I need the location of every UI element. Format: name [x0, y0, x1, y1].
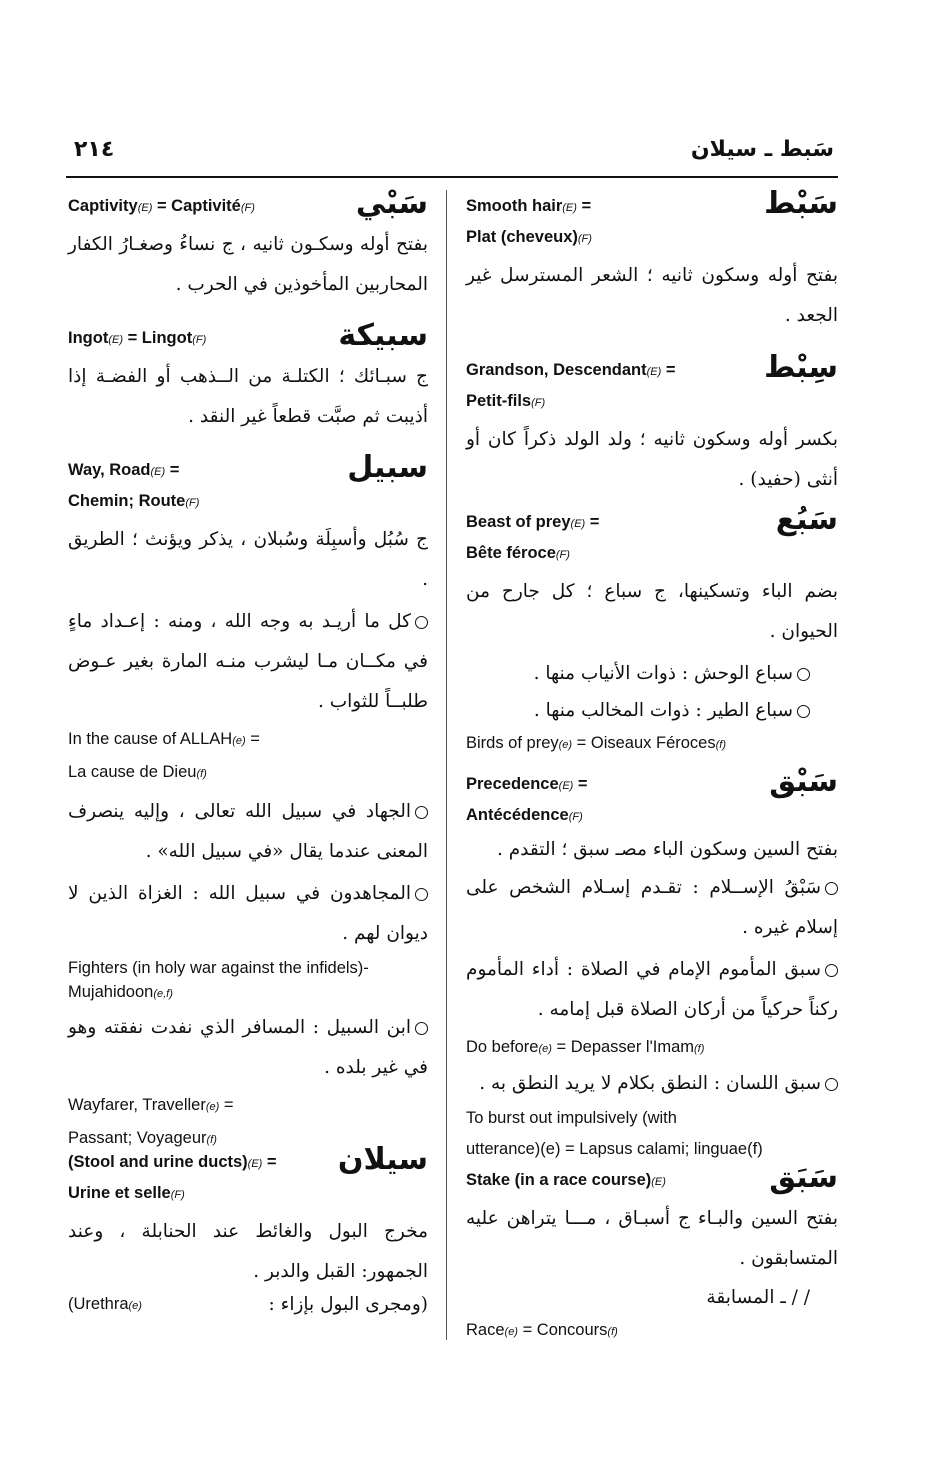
headword: سبيل [347, 450, 428, 485]
entry-sabi [68, 186, 428, 320]
arabic-note: (ومجرى البول بإزاء : [268, 1294, 428, 1315]
translation-line: utterance)(e) = Lapsus calami; linguae(f) [466, 1140, 763, 1158]
header-rule [66, 176, 838, 178]
definition: بضم الباء وتسكينها، ج سباع ؛ كل جارح من الحيوان . [466, 581, 838, 642]
headword: سبيكة [338, 318, 428, 353]
definition: بفتح السين وسكون الباء مصـ سبق ؛ التقدم . [496, 839, 838, 860]
bullet-icon [415, 616, 428, 629]
entry-sabaq [466, 1160, 838, 1348]
bullet-item: سبق اللسان : النطق بكلام لا يريد النطق به . [466, 1067, 838, 1101]
definition: بفتح السين والبـاء ج أسبـاق ، مـــا يتراهن عليه المتسابقون . [466, 1208, 838, 1269]
gloss: (Stool and urine ducts)(E) = Urine et selle(F) [68, 1153, 277, 1202]
translation: Do before(e) = Depasser l'Imam(f) [466, 1038, 705, 1056]
translation: (Urethra(e) [68, 1295, 142, 1313]
headword: سِبْط [764, 350, 838, 385]
bullet-icon [415, 1022, 428, 1035]
right-column [466, 186, 838, 1352]
gloss: Smooth hair(E) = Plat (cheveux)(F) [466, 197, 592, 246]
bullet-item: ابن السبيل : المسافر الذي نفدت نفقته وهو في غير بلده . [68, 1017, 428, 1078]
translation-line: To burst out impulsively (with [466, 1109, 677, 1127]
entry-sabil [68, 450, 428, 1147]
headword: سَبْق [769, 764, 838, 799]
column-divider [446, 190, 447, 1340]
bullet-icon [797, 705, 810, 718]
definition: بفتح أوله وسكـون ثانيه ، ج نساءُ وصغـارُ الكفار المحاربين المأخوذين في الحرب . [68, 234, 428, 295]
page-header [66, 135, 838, 175]
bullet-item: المجاهدون في سبيل الله : الغزاة الذين لا ديوان لهم . [68, 883, 428, 944]
gloss: Way, Road(E) = Chemin; Route(F) [68, 461, 200, 510]
headword: سَبَق [769, 1160, 838, 1195]
definition: مخرج البول والغائط عند الحنابلة ، وعند الجمهور: القبل والدبر . [68, 1221, 428, 1282]
gloss: Grandson, Descendant(E) = Petit-fils(F) [466, 361, 676, 410]
headword: سَبْي [355, 186, 428, 221]
gloss: Stake (in a race course)(E) [466, 1171, 666, 1189]
running-head: سَبط ـ سيلان [690, 137, 834, 162]
gloss: Ingot(E) = Lingot(F) [68, 329, 207, 347]
headword: سَبُع [775, 502, 838, 537]
definition: بفتح أوله وسكون ثانيه ؛ الشعر المسترسل غير الجعد . [466, 265, 838, 326]
gloss: Captivity(E) = Captivité(F) [68, 197, 255, 215]
bullet-item: كل ما أريـد به وجه الله ، ومنه : إعـداد ماءٍ في مكــان مـا ليشرب منـه المارة بغير عـوض طلبــاً للثواب . [68, 611, 428, 712]
entry-sayalan [68, 1142, 428, 1315]
entry-sibt [466, 350, 838, 504]
bullet-icon [825, 1078, 838, 1091]
bullet-item: سباع الطير : ذوات المخالب منها . [466, 694, 838, 728]
bullet-item: سبق المأموم الإمام في الصلاة : أداء المأموم ركناً حركياً من أركان الصلاة قبل إمامه . [466, 959, 838, 1020]
left-column [68, 186, 428, 1319]
definition: ج سُبُل وأسبِلَة وسُبلان ، يذكر ويؤنث ؛ الطريق . [68, 529, 428, 590]
headword: سيلان [337, 1142, 428, 1177]
gloss: Beast of prey(E) = Bête féroce(F) [466, 513, 600, 562]
translation: Race(e) = Concours(f) [466, 1321, 618, 1339]
headword: سَبْط [764, 186, 838, 221]
entry-sabq [466, 764, 838, 1162]
bullet-icon [825, 882, 838, 895]
translation: Wayfarer, Traveller(e) = Passant; Voyageur(f) [68, 1096, 234, 1147]
bullet-icon [415, 806, 428, 819]
entry-sabu [466, 502, 838, 766]
cross-reference: / / ـ المسابقة [706, 1287, 810, 1308]
definition: ج سبـائك ؛ الكتلـة من الــذهب أو الفضـة إذا أذيبت ثم صبَّت قطعاً غير النقد . [68, 366, 428, 427]
page-number: ٢١٤ [74, 137, 115, 162]
bullet-item: سَبْقُ الإســلام : تقـدم إسـلام الشخص على إسلام غيره . [466, 877, 838, 938]
translation: In the cause of ALLAH(e) = La cause de Dieu(f) [68, 730, 260, 781]
bullet-item: الجهاد في سبيل الله تعالى ، وإليه ينصرف المعنى عندما يقال «في سبيل الله» . [68, 801, 428, 862]
entry-sabika [68, 318, 428, 452]
translation: Fighters (in holy war against the infidels)- Mujahidoon(e,f) [68, 959, 369, 1001]
bullet-item: سباع الوحش : ذوات الأنياب منها . [466, 654, 838, 694]
bullet-icon [825, 964, 838, 977]
entry-sabt [466, 186, 838, 352]
bullet-icon [415, 888, 428, 901]
definition: بكسر أوله وسكون ثانيه ؛ ولد الولد ذكراً كان أو أنثى (حفيد) . [466, 429, 838, 490]
gloss: Precedence(E) = Antécédence(F) [466, 775, 588, 824]
urethra-line [68, 1294, 428, 1315]
translation: Birds of prey(e) = Oiseaux Féroces(f) [466, 734, 726, 752]
bullet-icon [797, 668, 810, 681]
